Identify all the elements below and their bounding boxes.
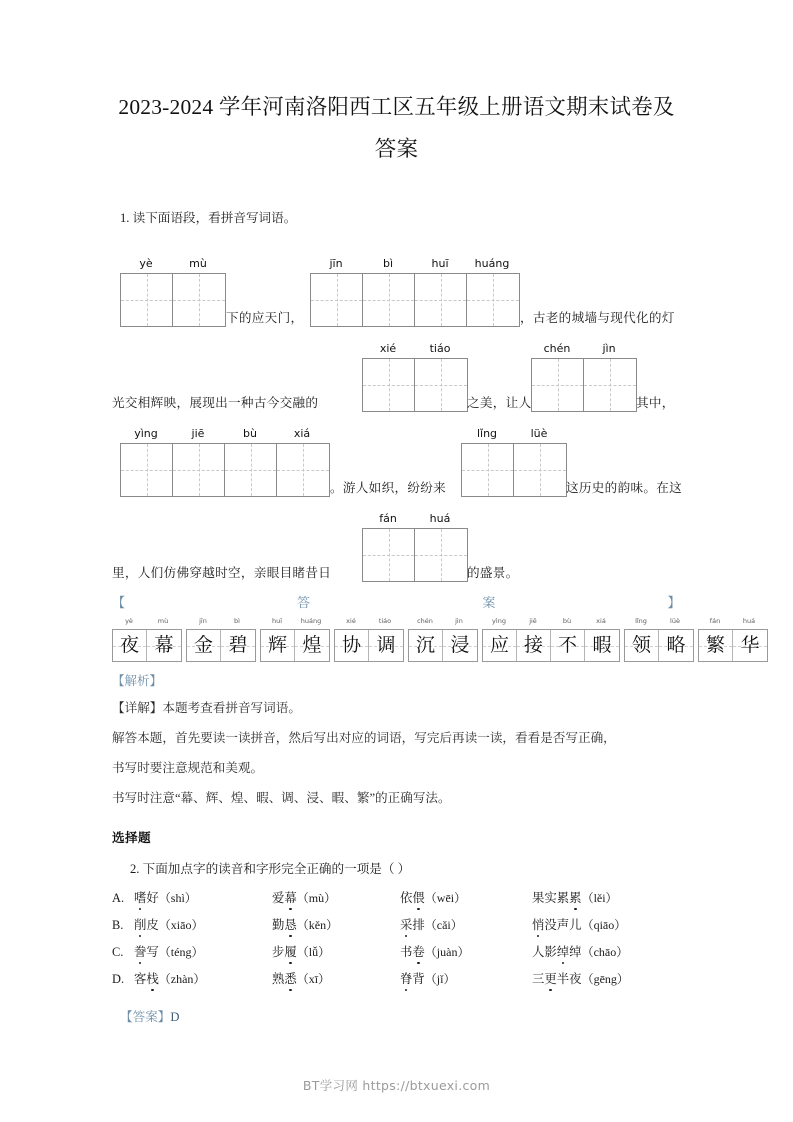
answer-word — [624, 616, 694, 662]
answer-char: 暇 — [592, 635, 612, 656]
option-item — [272, 971, 400, 987]
option-pinyin: （téng） — [158, 945, 204, 959]
grid-cell[interactable] — [415, 274, 467, 326]
option-item — [400, 944, 532, 960]
pinyin-grid — [310, 256, 520, 327]
answer-char: 繁 — [705, 635, 725, 656]
option-pinyin: （shì） — [158, 891, 197, 905]
dotted-char: 栈 — [146, 972, 159, 986]
answer-char: 煌 — [302, 635, 322, 656]
pinyin-label: huáng — [300, 617, 322, 625]
option-post: 没声儿 — [544, 918, 582, 932]
answer-word — [260, 616, 330, 662]
pinyin-grid — [362, 511, 468, 582]
option-pinyin: （qiāo） — [581, 918, 627, 932]
pinyin-label: bì — [382, 257, 394, 270]
answer-char: 幕 — [154, 635, 174, 656]
grid-cell[interactable] — [173, 274, 225, 326]
option-pinyin: （kěn） — [296, 918, 339, 932]
answer-header — [112, 592, 681, 611]
grid-cell[interactable] — [467, 274, 519, 326]
pinyin-grid — [120, 256, 226, 327]
page-title: 2023-2024 学年河南洛阳西工区五年级上册语文期末试卷及答案 — [118, 95, 675, 161]
option-b[interactable] — [112, 917, 681, 933]
grid-cell — [147, 630, 181, 661]
grid-cell — [517, 630, 551, 661]
cloze-text: ，古老的城墙与现代化的灯 — [520, 311, 675, 325]
answer-value: D — [170, 1010, 180, 1024]
option-pre: 客 — [134, 972, 147, 986]
question2-stem: 2. 下面加点字的读音和字形完全正确的一项是（ ） — [130, 862, 411, 876]
option-pre: 熟 — [272, 972, 285, 986]
option-pinyin: （wēi） — [424, 891, 467, 905]
option-pinyin: （chāo） — [581, 945, 629, 959]
question1-cloze-body — [112, 242, 681, 582]
grid-cell[interactable] — [584, 359, 636, 411]
option-c[interactable] — [112, 944, 681, 960]
option-item — [400, 890, 532, 906]
option-item — [134, 944, 272, 960]
answer-word — [698, 616, 768, 662]
option-pinyin: （lěi） — [581, 891, 618, 905]
option-post: 绰 — [569, 945, 582, 959]
cloze-text: 的盛景。 — [467, 566, 519, 580]
pinyin-label: lǐng — [476, 427, 498, 440]
grid-cell[interactable] — [363, 359, 415, 411]
pinyin-label: chén — [543, 342, 571, 355]
dotted-char: 悄 — [532, 918, 545, 932]
pinyin-label: lüè — [530, 427, 548, 440]
grid-cell — [483, 630, 517, 661]
answer-char: 夜 — [119, 635, 139, 656]
dotted-char: 悉 — [284, 972, 297, 986]
answer-label: 【答案】 — [120, 1010, 171, 1024]
grid-cell[interactable] — [514, 444, 566, 496]
answer-word-da: 答 — [297, 595, 311, 610]
pinyin-label: huá — [742, 617, 756, 625]
option-pinyin: （xī） — [296, 972, 331, 986]
option-item — [272, 917, 400, 933]
grid-cell — [295, 630, 329, 661]
dotted-char: 誊 — [134, 945, 147, 959]
option-item — [532, 890, 618, 906]
answer-char: 应 — [489, 635, 509, 656]
pinyin-label: tiáo — [378, 617, 392, 625]
explanation-line: 解答本题，首先要读一读拼音，然后写出对应的词语，写完后再读一读，看看是否写正确， — [112, 731, 616, 745]
section-title-choice: 选择题 — [112, 831, 151, 845]
grid-cell[interactable] — [532, 359, 584, 411]
answer-char: 接 — [523, 635, 543, 656]
pinyin-label: mù — [157, 617, 169, 625]
answer-word — [334, 616, 404, 662]
grid-cell[interactable] — [121, 444, 173, 496]
option-item — [272, 944, 400, 960]
pinyin-grid — [120, 426, 330, 497]
grid-cell — [187, 630, 221, 661]
pinyin-label: mù — [189, 257, 207, 270]
dotted-char: 更 — [544, 972, 557, 986]
cloze-text: 之美，让人 — [467, 396, 532, 410]
pinyin-label: fán — [379, 512, 397, 525]
answer-word — [408, 616, 478, 662]
option-post: 好 — [146, 891, 159, 905]
pinyin-label: tiáo — [429, 342, 451, 355]
pinyin-label: huī — [431, 257, 449, 270]
explanation-line: 书写时要注意规范和美观。 — [112, 761, 264, 775]
answer-word — [112, 616, 182, 662]
grid-cell[interactable] — [277, 444, 329, 496]
pinyin-grid — [461, 426, 567, 497]
pinyin-label: yè — [139, 257, 153, 270]
pinyin-label: xiá — [293, 427, 311, 440]
option-post: 背 — [412, 972, 425, 986]
answer-char: 略 — [666, 635, 686, 656]
answer-char: 不 — [557, 635, 577, 656]
option-item — [134, 890, 272, 906]
option-letter: B. — [112, 918, 124, 932]
dotted-char: 履 — [284, 945, 297, 959]
answer-char: 华 — [740, 635, 760, 656]
option-post: 皮 — [146, 918, 159, 932]
bracket-open: 【 — [112, 595, 126, 610]
cloze-text: 。游人如织，纷纷来 — [330, 481, 447, 495]
cloze-line — [112, 497, 681, 582]
option-pre: 书 — [400, 945, 413, 959]
option-d[interactable] — [112, 971, 681, 987]
option-item — [532, 944, 628, 960]
grid-cell — [585, 630, 619, 661]
pinyin-label: chén — [417, 617, 433, 625]
pinyin-label: lüè — [670, 617, 680, 625]
dotted-char: 累 — [569, 891, 582, 905]
grid-cell[interactable] — [415, 529, 467, 581]
option-letter: C. — [112, 945, 124, 959]
bracket-close: 】 — [667, 595, 681, 610]
pinyin-grid — [362, 341, 468, 412]
dotted-char: 偎 — [412, 891, 425, 905]
option-post: 写 — [146, 945, 159, 959]
dotted-char: 脊 — [400, 972, 413, 986]
grid-cell[interactable] — [415, 359, 467, 411]
footer-watermark: BT学习网 https://btxuexi.com — [302, 1078, 491, 1093]
grid-cell — [409, 630, 443, 661]
dotted-char: 削 — [134, 918, 147, 932]
option-pinyin: （mù） — [296, 891, 337, 905]
option-pre: 果实累 — [532, 891, 570, 905]
pinyin-label: jìn — [455, 617, 463, 625]
grid-cell[interactable] — [225, 444, 277, 496]
pinyin-label: huáng — [474, 257, 510, 270]
dotted-char: 恳 — [284, 918, 297, 932]
option-letter: A. — [112, 891, 125, 905]
option-pre: 勤 — [272, 918, 285, 932]
option-pre: 爱 — [272, 891, 285, 905]
grid-cell — [261, 630, 295, 661]
pinyin-label: huī — [271, 617, 283, 625]
cloze-text: 其中， — [636, 396, 675, 410]
dotted-char: 绰 — [556, 945, 570, 959]
grid-cell — [659, 630, 693, 661]
option-item — [532, 917, 626, 933]
cloze-text: 这历史的韵味。在这 — [566, 481, 683, 495]
option-item — [134, 971, 272, 987]
answer-word — [482, 616, 620, 662]
pinyin-label: yìng — [492, 617, 506, 625]
pinyin-label: xiá — [596, 617, 606, 625]
grid-cell — [113, 630, 147, 661]
answer-char: 沉 — [415, 635, 435, 656]
pinyin-label: bù — [562, 617, 572, 625]
cloze-line — [112, 412, 681, 497]
grid-cell — [551, 630, 585, 661]
grid-cell — [443, 630, 477, 661]
option-pre: 依 — [400, 891, 413, 905]
pinyin-label: jìn — [602, 342, 616, 355]
grid-cell[interactable] — [121, 274, 173, 326]
option-pinyin: （lǚ） — [296, 945, 331, 959]
grid-cell — [369, 630, 403, 661]
option-item — [400, 917, 532, 933]
pinyin-label: bì — [234, 617, 240, 625]
answer-char: 协 — [341, 635, 361, 656]
answer-words-row — [112, 616, 760, 662]
option-pinyin: （cǎi） — [424, 918, 463, 932]
cloze-line — [112, 327, 681, 412]
grid-cell[interactable] — [363, 529, 415, 581]
answer-char: 辉 — [267, 635, 287, 656]
answer-char: 碧 — [228, 635, 248, 656]
pinyin-grid — [531, 341, 637, 412]
dotted-char: 嗜 — [134, 891, 147, 905]
pinyin-label: jīn — [329, 257, 343, 270]
pinyin-label: lǐng — [635, 617, 647, 625]
grid-cell[interactable] — [363, 274, 415, 326]
pinyin-label: jiē — [529, 617, 537, 625]
cloze-text: 里，人们仿佛穿越时空，亲眼目睹昔日 — [112, 566, 332, 580]
explanation-line: 书写时注意“幕、辉、煌、暇、调、浸、暇、繁”的正确写法。 — [112, 791, 451, 805]
option-post: 半夜 — [556, 972, 582, 986]
dotted-char: 幕 — [284, 891, 297, 905]
option-letter: D. — [112, 972, 125, 986]
answer-char: 调 — [376, 635, 396, 656]
option-pinyin: （zhàn） — [158, 972, 206, 986]
pinyin-label: yìng — [134, 427, 158, 440]
cloze-text: 光交相辉映，展现出一种古今交融的 — [112, 396, 319, 410]
option-item — [134, 917, 272, 933]
option-item — [532, 971, 629, 987]
grid-cell — [699, 630, 733, 661]
grid-cell[interactable] — [311, 274, 363, 326]
grid-cell — [335, 630, 369, 661]
option-pinyin: （gēng） — [581, 972, 629, 986]
dotted-char: 采 — [400, 918, 413, 932]
analysis-tag: 【解析】 — [112, 674, 163, 688]
pinyin-label: bù — [243, 427, 257, 440]
answer-word-an: 案 — [482, 595, 496, 610]
dotted-char: 卷 — [412, 945, 425, 959]
answer-char: 金 — [193, 635, 213, 656]
option-pinyin: （juàn） — [424, 945, 470, 959]
grid-cell — [221, 630, 255, 661]
answer-char: 浸 — [450, 635, 470, 656]
option-item — [272, 890, 400, 906]
grid-cell[interactable] — [462, 444, 514, 496]
pinyin-label: yè — [125, 617, 133, 625]
question1-stem: 1. 读下面语段，看拼音写词语。 — [120, 211, 297, 225]
question2-answer — [112, 1007, 681, 1027]
pinyin-label: jīn — [199, 617, 207, 625]
option-pre: 三 — [532, 972, 545, 986]
option-post: 排 — [412, 918, 425, 932]
cloze-line — [112, 242, 681, 327]
option-a[interactable] — [112, 890, 681, 906]
grid-cell — [733, 630, 767, 661]
pinyin-label: xié — [346, 617, 356, 625]
option-pinyin: （xiāo） — [158, 918, 204, 932]
grid-cell[interactable] — [173, 444, 225, 496]
pinyin-label: huá — [429, 512, 451, 525]
answer-word — [186, 616, 256, 662]
pinyin-label: xié — [379, 342, 397, 355]
option-pinyin: （jǐ） — [424, 972, 456, 986]
cloze-text: 下的应天门， — [226, 311, 304, 325]
option-pre: 人影 — [532, 945, 557, 959]
answer-char: 领 — [631, 635, 651, 656]
pinyin-label: fán — [709, 617, 721, 625]
option-pre: 步 — [272, 945, 285, 959]
explanation-line: 【详解】本题考查看拼音写词语。 — [112, 701, 301, 715]
option-item — [400, 971, 532, 987]
pinyin-label: jiē — [191, 427, 205, 440]
grid-cell — [625, 630, 659, 661]
